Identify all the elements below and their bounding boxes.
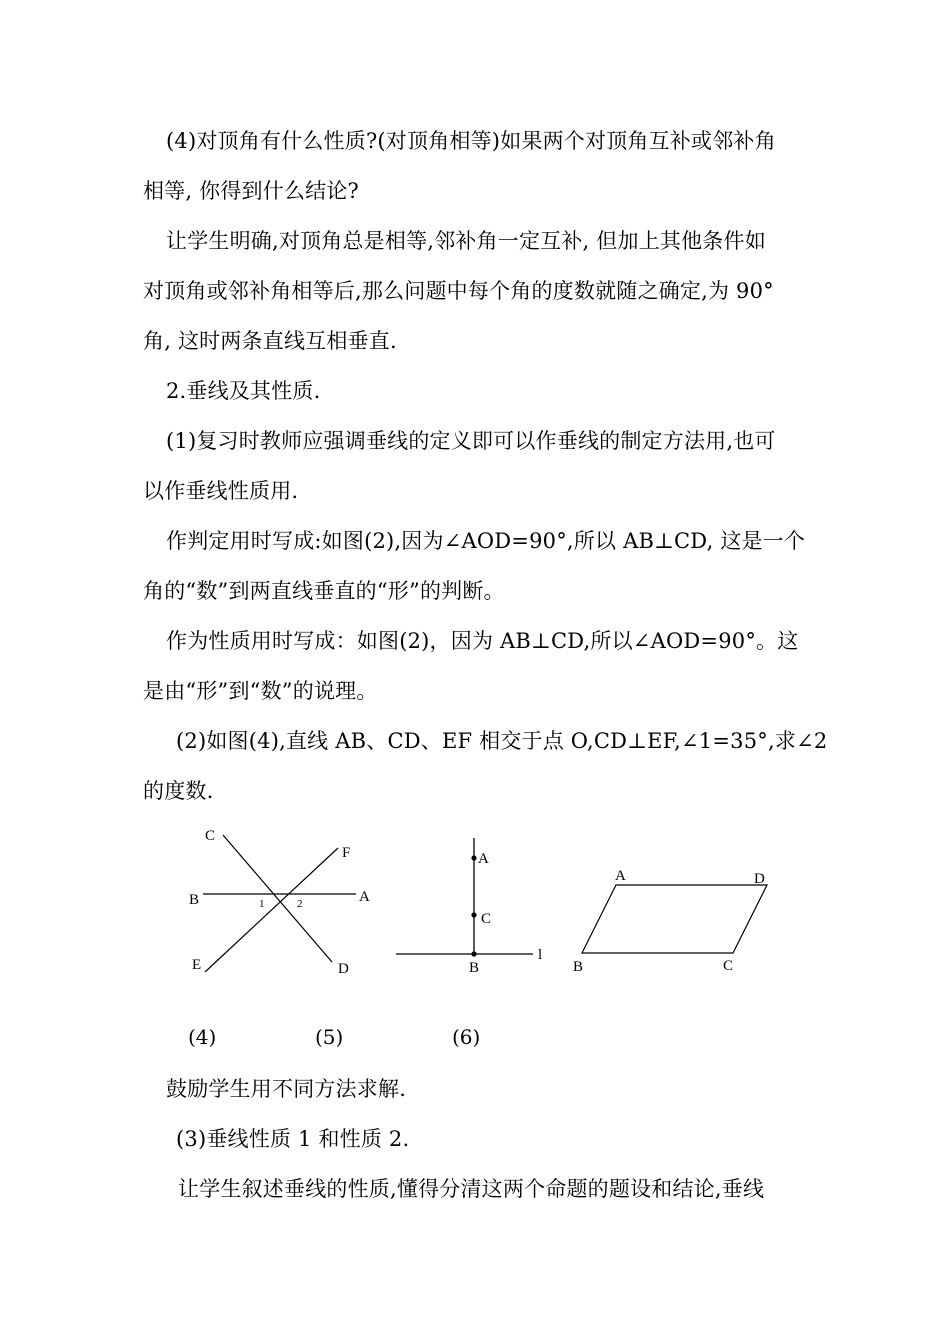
label-l: l [538, 947, 543, 963]
figure-6-parallelogram [565, 860, 775, 980]
paragraph-line: (1)复习时教师应强调垂线的定义即可以作垂线的制定方法用,也可 [166, 429, 776, 453]
paragraph-line: 以作垂线性质用. [143, 479, 299, 503]
paragraph-line: 让学生明确,对顶角总是相等,邻补角一定互补, 但加上其他条件如 [166, 229, 766, 253]
paragraph-line: 鼓励学生用不同方法求解. [166, 1077, 407, 1101]
paragraph-line: 的度数. [143, 779, 214, 803]
paragraph-line: 作判定用时写成:如图(2),因为∠AOD=90°,所以 AB⊥CD, 这是一个 [166, 529, 806, 553]
paragraph-line: 角的“数”到两直线垂直的“形”的判断。 [143, 579, 505, 603]
figure-5-perpendicular [390, 830, 560, 980]
label-a: A [359, 889, 370, 905]
label-c: C [481, 911, 492, 927]
label-a: A [615, 868, 626, 884]
figure-4-intersecting-lines [180, 820, 380, 985]
paragraph-line: (4)对顶角有什么性质?(对顶角相等)如果两个对顶角互补或邻补角 [166, 129, 776, 153]
section-heading: 2.垂线及其性质. [166, 379, 321, 403]
figure-6-caption: (6) [452, 1025, 481, 1049]
label-f: F [342, 845, 351, 861]
label-b: B [469, 960, 480, 976]
label-a: A [478, 851, 489, 867]
paragraph-line: 对顶角或邻补角相等后,那么问题中每个角的度数就随之确定,为 90° [143, 279, 774, 303]
paragraph-line: 作为性质用时写成：如图(2)，因为 AB⊥CD,所以∠AOD=90°。这 [166, 629, 799, 653]
label-c: C [205, 828, 216, 844]
angle-label-1: 1 [259, 898, 265, 910]
label-e: E [192, 957, 202, 973]
paragraph-line: (3)垂线性质 1 和性质 2. [176, 1127, 410, 1151]
figure-5-caption: (5) [315, 1025, 344, 1049]
paragraph-line: 相等, 你得到什么结论? [143, 179, 360, 203]
label-d: D [338, 961, 349, 977]
figure-4-caption: (4) [188, 1025, 217, 1049]
label-b: B [573, 959, 584, 975]
label-c: C [723, 958, 734, 974]
paragraph-line: 让学生叙述垂线的性质,懂得分清这两个命题的题设和结论,垂线 [178, 1177, 765, 1201]
paragraph-line: 角, 这时两条直线互相垂直. [143, 329, 397, 353]
paragraph-line: 是由“形”到“数”的说理。 [143, 679, 378, 703]
label-d: D [754, 871, 765, 887]
label-b: B [189, 892, 200, 908]
angle-label-2: 2 [297, 898, 303, 910]
paragraph-line: (2)如图(4),直线 AB、CD、EF 相交于点 O,CD⊥EF,∠1=35°,求∠2 [176, 729, 828, 753]
